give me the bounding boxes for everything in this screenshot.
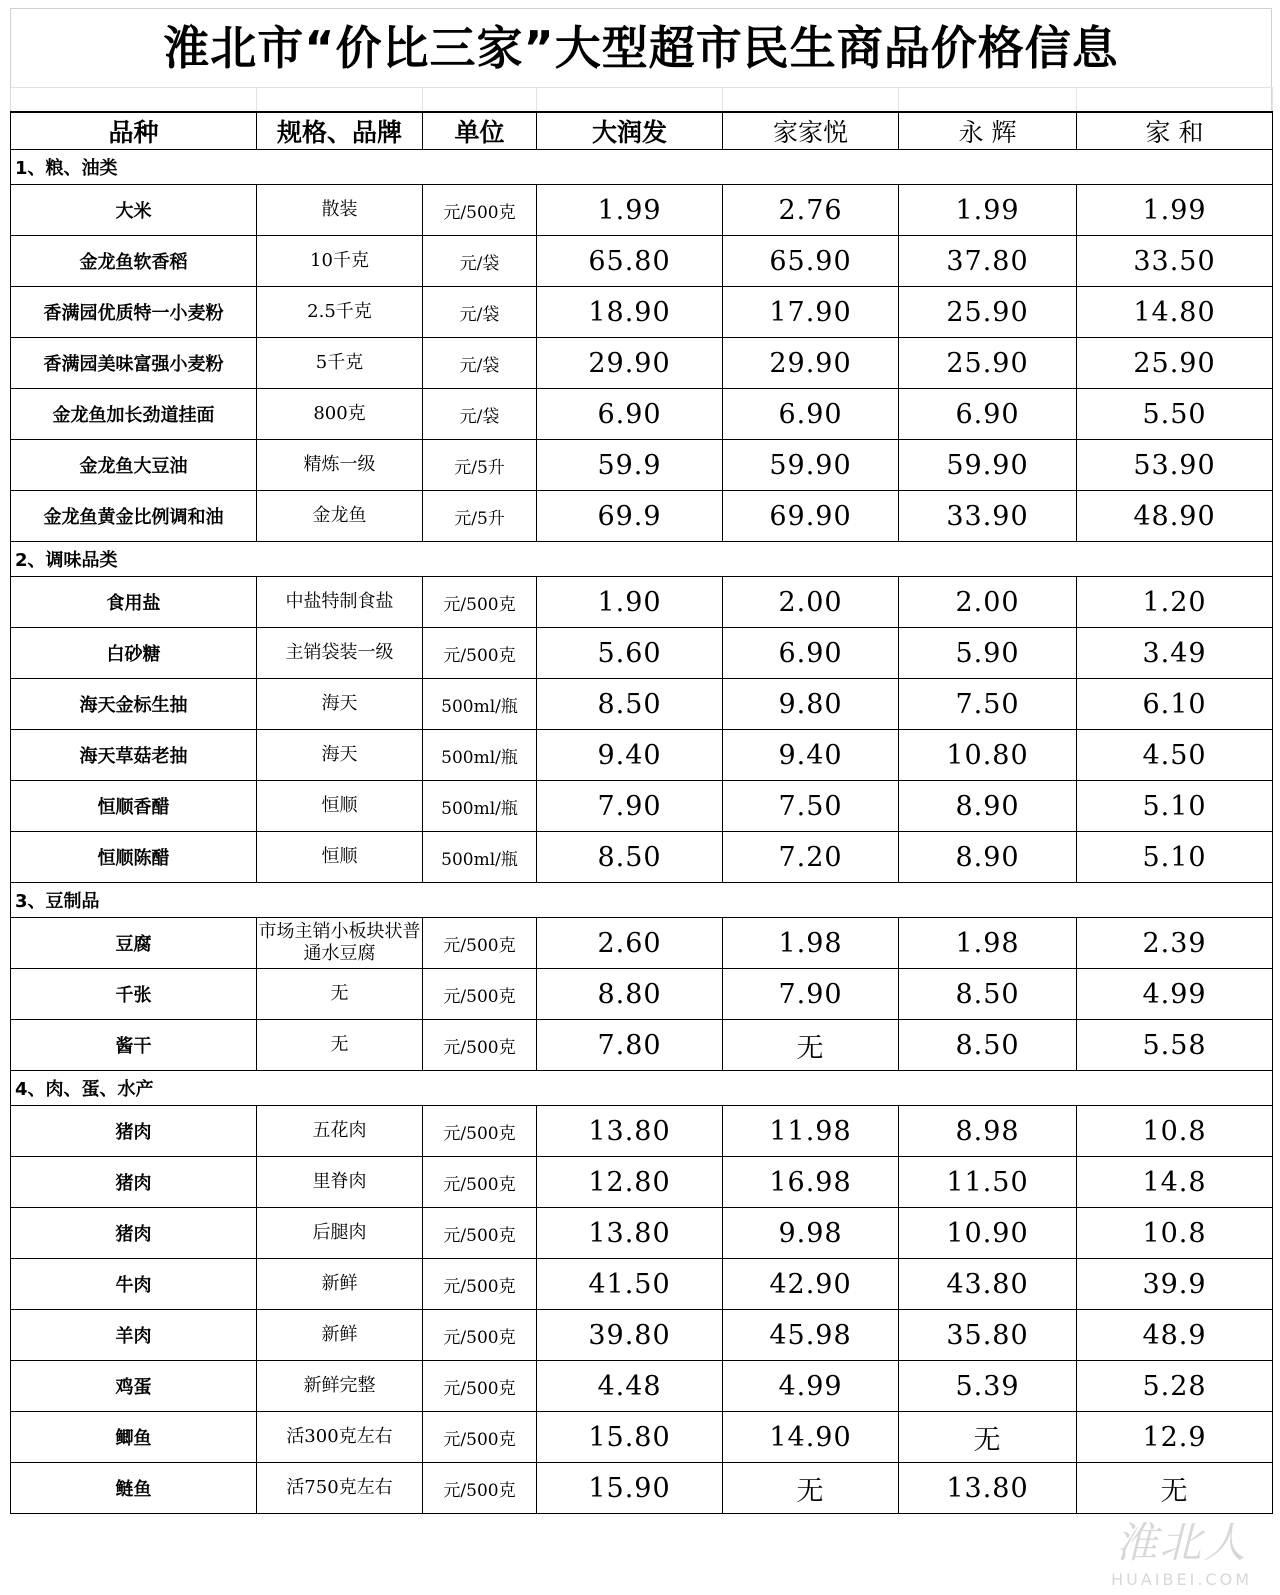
table-row — [11, 730, 1273, 781]
header-store-jiajiayue: 家家悦 — [723, 112, 899, 150]
item-unit: 元/500克 — [423, 1208, 537, 1259]
item-unit: 元/袋 — [423, 389, 537, 440]
table-row — [11, 491, 1273, 542]
price-jiajiayue: 7.20 — [723, 832, 899, 883]
price-yonghui: 37.80 — [899, 236, 1077, 287]
page-title: 淮北市“价比三家”大型超市民生商品价格信息 — [10, 8, 1272, 87]
price-jiajiayue: 无 — [723, 1463, 899, 1514]
price-darunfa: 18.90 — [537, 287, 723, 338]
price-darunfa: 6.90 — [537, 389, 723, 440]
item-spec: 活750克左右 — [257, 1463, 423, 1514]
item-unit: 元/500克 — [423, 1157, 537, 1208]
price-jiajiayue: 9.98 — [723, 1208, 899, 1259]
item-name: 金龙鱼大豆油 — [11, 440, 257, 491]
price-yonghui: 8.98 — [899, 1106, 1077, 1157]
price-yonghui: 5.90 — [899, 628, 1077, 679]
table-row — [11, 628, 1273, 679]
item-unit: 元/500克 — [423, 1106, 537, 1157]
table-row — [11, 1259, 1273, 1310]
table-row — [11, 440, 1273, 491]
price-jiahe: 25.90 — [1077, 338, 1273, 389]
item-spec: 10千克 — [257, 236, 423, 287]
price-darunfa: 1.90 — [537, 577, 723, 628]
item-spec: 恒顺 — [257, 832, 423, 883]
price-jiahe: 48.90 — [1077, 491, 1273, 542]
item-spec: 2.5千克 — [257, 287, 423, 338]
price-yonghui: 8.50 — [899, 969, 1077, 1020]
price-jiajiayue: 7.50 — [723, 781, 899, 832]
price-darunfa: 2.60 — [537, 918, 723, 969]
price-yonghui: 25.90 — [899, 287, 1077, 338]
header-store-darunfa: 大润发 — [537, 112, 723, 150]
item-name: 金龙鱼软香稻 — [11, 236, 257, 287]
price-sheet — [10, 8, 1272, 1514]
item-unit: 元/袋 — [423, 338, 537, 389]
table-row — [11, 832, 1273, 883]
item-spec: 新鲜 — [257, 1310, 423, 1361]
price-darunfa: 59.9 — [537, 440, 723, 491]
price-jiahe: 5.10 — [1077, 781, 1273, 832]
price-yonghui: 1.98 — [899, 918, 1077, 969]
table-row — [11, 1412, 1273, 1463]
item-unit: 元/5升 — [423, 491, 537, 542]
category-label: 3、豆制品 — [11, 883, 1273, 918]
price-jiahe: 5.10 — [1077, 832, 1273, 883]
item-spec: 里脊肉 — [257, 1157, 423, 1208]
price-jiahe: 无 — [1077, 1463, 1273, 1514]
price-jiahe: 53.90 — [1077, 440, 1273, 491]
price-darunfa: 7.80 — [537, 1020, 723, 1071]
spacer-row — [10, 87, 1272, 111]
price-yonghui: 7.50 — [899, 679, 1077, 730]
item-name: 猪肉 — [11, 1208, 257, 1259]
price-darunfa: 8.80 — [537, 969, 723, 1020]
watermark-text: 淮北人 — [1115, 1518, 1248, 1567]
price-darunfa: 15.90 — [537, 1463, 723, 1514]
item-spec: 恒顺 — [257, 781, 423, 832]
item-name: 猪肉 — [11, 1106, 257, 1157]
price-jiajiayue: 4.99 — [723, 1361, 899, 1412]
item-spec: 5千克 — [257, 338, 423, 389]
table-row — [11, 1020, 1273, 1071]
item-name: 恒顺香醋 — [11, 781, 257, 832]
price-yonghui: 43.80 — [899, 1259, 1077, 1310]
table-row — [11, 781, 1273, 832]
table-row — [11, 969, 1273, 1020]
price-yonghui: 8.90 — [899, 781, 1077, 832]
price-jiahe: 1.20 — [1077, 577, 1273, 628]
price-yonghui: 13.80 — [899, 1463, 1077, 1514]
category-row — [11, 883, 1273, 918]
price-jiajiayue: 42.90 — [723, 1259, 899, 1310]
header-spec: 规格、品牌 — [257, 112, 423, 150]
table-row — [11, 1463, 1273, 1514]
price-darunfa: 65.80 — [537, 236, 723, 287]
item-unit: 元/500克 — [423, 1259, 537, 1310]
price-yonghui: 59.90 — [899, 440, 1077, 491]
category-label: 4、肉、蛋、水产 — [11, 1071, 1273, 1106]
item-unit: 元/500克 — [423, 1020, 537, 1071]
item-unit: 元/500克 — [423, 969, 537, 1020]
table-row — [11, 287, 1273, 338]
item-unit: 元/500克 — [423, 1412, 537, 1463]
table-row — [11, 185, 1273, 236]
price-jiajiayue: 6.90 — [723, 389, 899, 440]
item-spec: 无 — [257, 1020, 423, 1071]
price-jiajiayue: 7.90 — [723, 969, 899, 1020]
watermark-logo — [1111, 1510, 1252, 1589]
item-spec: 海天 — [257, 730, 423, 781]
item-spec: 800克 — [257, 389, 423, 440]
price-yonghui: 25.90 — [899, 338, 1077, 389]
table-row — [11, 236, 1273, 287]
price-darunfa: 9.40 — [537, 730, 723, 781]
table-row — [11, 679, 1273, 730]
price-jiajiayue: 45.98 — [723, 1310, 899, 1361]
item-name: 猪肉 — [11, 1157, 257, 1208]
price-darunfa: 69.9 — [537, 491, 723, 542]
price-darunfa: 1.99 — [537, 185, 723, 236]
price-jiajiayue: 11.98 — [723, 1106, 899, 1157]
item-name: 牛肉 — [11, 1259, 257, 1310]
price-darunfa: 7.90 — [537, 781, 723, 832]
item-name: 大米 — [11, 185, 257, 236]
item-unit: 元/袋 — [423, 236, 537, 287]
item-spec: 中盐特制食盐 — [257, 577, 423, 628]
price-darunfa: 12.80 — [537, 1157, 723, 1208]
item-name: 千张 — [11, 969, 257, 1020]
item-unit: 元/500克 — [423, 1310, 537, 1361]
item-name: 金龙鱼加长劲道挂面 — [11, 389, 257, 440]
item-name: 豆腐 — [11, 918, 257, 969]
item-name: 香满园美味富强小麦粉 — [11, 338, 257, 389]
price-jiahe: 10.8 — [1077, 1106, 1273, 1157]
item-name: 恒顺陈醋 — [11, 832, 257, 883]
price-yonghui: 8.50 — [899, 1020, 1077, 1071]
item-name: 海天金标生抽 — [11, 679, 257, 730]
price-yonghui: 8.90 — [899, 832, 1077, 883]
price-jiahe: 10.8 — [1077, 1208, 1273, 1259]
price-jiahe: 48.9 — [1077, 1310, 1273, 1361]
price-yonghui: 33.90 — [899, 491, 1077, 542]
item-name: 金龙鱼黄金比例调和油 — [11, 491, 257, 542]
price-darunfa: 4.48 — [537, 1361, 723, 1412]
price-jiahe: 14.8 — [1077, 1157, 1273, 1208]
item-spec: 活300克左右 — [257, 1412, 423, 1463]
item-unit: 500ml/瓶 — [423, 781, 537, 832]
item-name: 香满园优质特一小麦粉 — [11, 287, 257, 338]
price-jiahe: 14.80 — [1077, 287, 1273, 338]
header-unit: 单位 — [423, 112, 537, 150]
price-darunfa: 5.60 — [537, 628, 723, 679]
price-darunfa: 41.50 — [537, 1259, 723, 1310]
header-row — [11, 112, 1273, 150]
item-spec: 无 — [257, 969, 423, 1020]
price-jiajiayue: 59.90 — [723, 440, 899, 491]
table-row — [11, 918, 1273, 969]
price-jiajiayue: 2.00 — [723, 577, 899, 628]
item-spec: 新鲜完整 — [257, 1361, 423, 1412]
table-row — [11, 389, 1273, 440]
price-jiahe: 3.49 — [1077, 628, 1273, 679]
price-yonghui: 2.00 — [899, 577, 1077, 628]
item-spec: 后腿肉 — [257, 1208, 423, 1259]
item-spec: 海天 — [257, 679, 423, 730]
price-jiahe: 12.9 — [1077, 1412, 1273, 1463]
header-variety: 品种 — [11, 112, 257, 150]
price-yonghui: 10.90 — [899, 1208, 1077, 1259]
price-jiajiayue: 2.76 — [723, 185, 899, 236]
category-row — [11, 150, 1273, 185]
price-jiajiayue: 17.90 — [723, 287, 899, 338]
item-unit: 500ml/瓶 — [423, 832, 537, 883]
price-yonghui: 6.90 — [899, 389, 1077, 440]
price-yonghui: 1.99 — [899, 185, 1077, 236]
item-spec: 市场主销小板块状普通水豆腐 — [257, 918, 423, 969]
table-row — [11, 1310, 1273, 1361]
price-yonghui: 10.80 — [899, 730, 1077, 781]
price-yonghui: 无 — [899, 1412, 1077, 1463]
item-name: 酱干 — [11, 1020, 257, 1071]
item-unit: 元/500克 — [423, 628, 537, 679]
item-name: 鸡蛋 — [11, 1361, 257, 1412]
item-name: 海天草菇老抽 — [11, 730, 257, 781]
price-darunfa: 39.80 — [537, 1310, 723, 1361]
item-unit: 元/500克 — [423, 918, 537, 969]
item-spec: 金龙鱼 — [257, 491, 423, 542]
price-darunfa: 8.50 — [537, 679, 723, 730]
price-darunfa: 8.50 — [537, 832, 723, 883]
item-unit: 元/500克 — [423, 185, 537, 236]
item-spec: 新鲜 — [257, 1259, 423, 1310]
price-darunfa: 29.90 — [537, 338, 723, 389]
category-label: 2、调味品类 — [11, 542, 1273, 577]
table-row — [11, 1106, 1273, 1157]
item-spec: 主销袋装一级 — [257, 628, 423, 679]
price-jiajiayue: 无 — [723, 1020, 899, 1071]
table-row — [11, 1157, 1273, 1208]
price-jiajiayue: 69.90 — [723, 491, 899, 542]
item-unit: 元/500克 — [423, 577, 537, 628]
item-name: 羊肉 — [11, 1310, 257, 1361]
price-jiajiayue: 65.90 — [723, 236, 899, 287]
watermark-url: HUAIBEI.COM — [1111, 1570, 1252, 1589]
table-row — [11, 338, 1273, 389]
price-jiahe: 4.50 — [1077, 730, 1273, 781]
price-yonghui: 11.50 — [899, 1157, 1077, 1208]
item-unit: 元/袋 — [423, 287, 537, 338]
price-jiajiayue: 16.98 — [723, 1157, 899, 1208]
table-body — [11, 150, 1273, 1514]
price-table — [10, 111, 1273, 1514]
price-yonghui: 35.80 — [899, 1310, 1077, 1361]
table-row — [11, 577, 1273, 628]
price-jiajiayue: 1.98 — [723, 918, 899, 969]
price-darunfa: 13.80 — [537, 1208, 723, 1259]
item-unit: 元/5升 — [423, 440, 537, 491]
price-darunfa: 13.80 — [537, 1106, 723, 1157]
price-jiajiayue: 6.90 — [723, 628, 899, 679]
item-unit: 元/500克 — [423, 1361, 537, 1412]
table-row — [11, 1361, 1273, 1412]
price-jiajiayue: 9.80 — [723, 679, 899, 730]
item-unit: 元/500克 — [423, 1463, 537, 1514]
item-name: 白砂糖 — [11, 628, 257, 679]
header-store-jiahe: 家 和 — [1077, 112, 1273, 150]
price-jiahe: 4.99 — [1077, 969, 1273, 1020]
item-spec: 五花肉 — [257, 1106, 423, 1157]
price-darunfa: 15.80 — [537, 1412, 723, 1463]
category-row — [11, 542, 1273, 577]
price-jiahe: 5.28 — [1077, 1361, 1273, 1412]
price-jiajiayue: 14.90 — [723, 1412, 899, 1463]
header-store-yonghui: 永 辉 — [899, 112, 1077, 150]
price-jiahe: 2.39 — [1077, 918, 1273, 969]
price-jiahe: 6.10 — [1077, 679, 1273, 730]
item-spec: 精炼一级 — [257, 440, 423, 491]
price-jiahe: 5.50 — [1077, 389, 1273, 440]
price-jiahe: 39.9 — [1077, 1259, 1273, 1310]
price-jiahe: 1.99 — [1077, 185, 1273, 236]
table-row — [11, 1208, 1273, 1259]
category-label: 1、粮、油类 — [11, 150, 1273, 185]
item-spec: 散装 — [257, 185, 423, 236]
price-jiahe: 5.58 — [1077, 1020, 1273, 1071]
item-name: 鲫鱼 — [11, 1412, 257, 1463]
price-jiahe: 33.50 — [1077, 236, 1273, 287]
price-jiajiayue: 29.90 — [723, 338, 899, 389]
category-row — [11, 1071, 1273, 1106]
item-unit: 500ml/瓶 — [423, 730, 537, 781]
item-name: 鲢鱼 — [11, 1463, 257, 1514]
price-yonghui: 5.39 — [899, 1361, 1077, 1412]
item-unit: 500ml/瓶 — [423, 679, 537, 730]
item-name: 食用盐 — [11, 577, 257, 628]
price-jiajiayue: 9.40 — [723, 730, 899, 781]
